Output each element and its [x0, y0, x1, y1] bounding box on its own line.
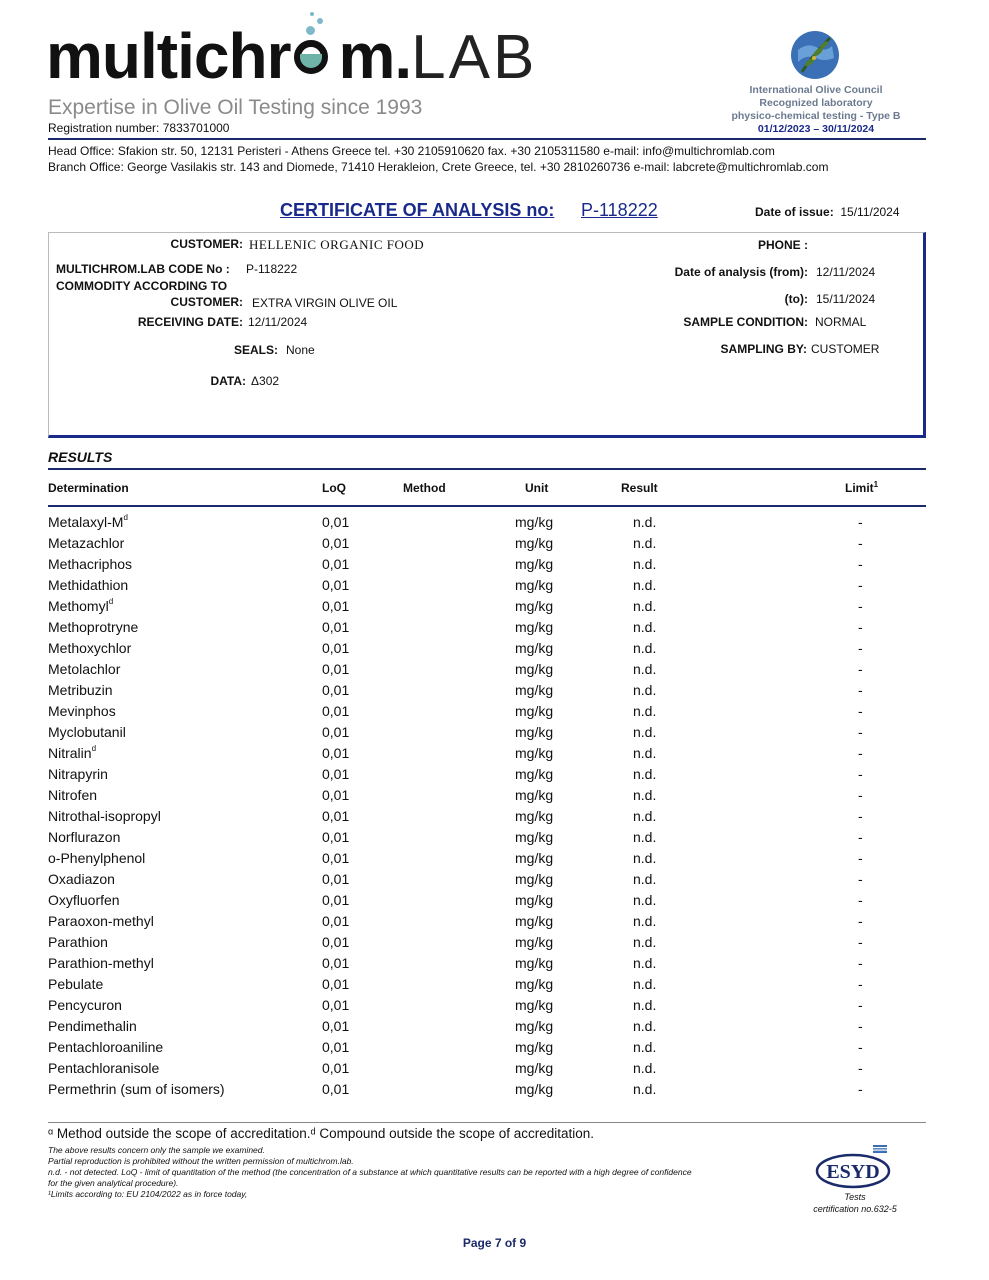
result-cell: n.d.	[633, 850, 657, 866]
result-cell: n.d.	[633, 871, 657, 887]
loq-cell: 0,01	[322, 1060, 350, 1076]
table-row	[0, 808, 989, 829]
footer-divider	[48, 1122, 926, 1123]
footnote-marker: d	[123, 513, 128, 522]
loq-cell: 0,01	[322, 997, 350, 1013]
customer-value: HELLENIC ORGANIC FOOD	[249, 237, 425, 252]
table-row	[0, 829, 989, 850]
determination-cell: Pebulate	[48, 976, 104, 992]
esyd-certification: certification no.632-5	[813, 1204, 897, 1214]
data-label: DATA:	[210, 374, 246, 388]
loq-cell: 0,01	[322, 787, 350, 803]
unit-cell: mg/kg	[515, 871, 554, 887]
ioc-accreditation	[716, 84, 916, 136]
limit-cell: -	[858, 703, 863, 719]
loq-cell: 0,01	[322, 955, 350, 971]
determination-cell: Nitrofen	[48, 787, 98, 803]
commodity-label: COMMODITY ACCORDING TO	[56, 279, 228, 293]
certificate-title: CERTIFICATE OF ANALYSIS no:	[280, 200, 555, 220]
unit-cell: mg/kg	[515, 703, 554, 719]
col-determination: Determination	[48, 481, 129, 495]
analysis-to-label: (to):	[784, 292, 808, 306]
table-row	[0, 661, 989, 682]
issue-date-label: Date of issue:	[755, 205, 834, 219]
limit-cell: -	[858, 829, 863, 845]
result-cell: n.d.	[633, 1018, 657, 1034]
footnote-line: ¹Limits according to: EU 2104/2022 as in force today,	[48, 1189, 248, 1199]
unit-cell: mg/kg	[515, 892, 554, 908]
loq-cell: 0,01	[322, 892, 350, 908]
limit-cell: -	[858, 997, 863, 1013]
loq-cell: 0,01	[322, 619, 350, 635]
footnote-marker: d	[108, 597, 114, 606]
seals-label: SEALS:	[233, 343, 278, 357]
limit-cell: -	[858, 577, 863, 593]
determination-cell: Paraoxon-methyl	[48, 913, 154, 929]
head-office: Head Office: Sfakion str. 50, 12131 Peristeri - Athens Greece tel. +30 2105910620 fax. +30 2105311580 e-mail: info@multichromlab.com	[48, 144, 775, 158]
code-label: MULTICHROM.LAB CODE No :	[56, 262, 230, 276]
table-row	[0, 535, 989, 556]
limit-cell: -	[858, 682, 863, 698]
result-cell: n.d.	[633, 619, 657, 635]
table-row	[0, 892, 989, 913]
result-cell: n.d.	[633, 661, 657, 677]
table-row	[0, 976, 989, 997]
table-row	[0, 934, 989, 955]
loq-cell: 0,01	[322, 556, 350, 572]
unit-cell: mg/kg	[515, 766, 554, 782]
determination-cell: Methacriphos	[48, 556, 133, 572]
table-row	[0, 556, 989, 577]
determination-cell: Methomyl$^d$	[48, 597, 114, 614]
unit-cell: mg/kg	[515, 934, 554, 950]
table-row	[0, 1039, 989, 1060]
col-method: Method	[403, 481, 446, 495]
header-divider	[48, 138, 926, 140]
loq-cell: 0,01	[322, 535, 350, 551]
determination-cell: o-Phenylphenol	[48, 850, 146, 866]
table-row	[0, 640, 989, 661]
result-cell: n.d.	[633, 745, 657, 761]
unit-cell: mg/kg	[515, 955, 554, 971]
results-heading: RESULTS	[48, 449, 113, 465]
limit-cell: -	[858, 745, 863, 761]
limit-cell: -	[858, 535, 863, 551]
determination-cell: Methidathion	[48, 577, 129, 593]
unit-cell: mg/kg	[515, 640, 554, 656]
table-row	[0, 1081, 989, 1102]
limit-cell: -	[858, 1081, 863, 1097]
loq-cell: 0,01	[322, 829, 350, 845]
limit-cell: -	[858, 1039, 863, 1055]
result-cell: n.d.	[633, 934, 657, 950]
sampling-by-label: SAMPLING BY:	[720, 342, 807, 356]
limit-cell: -	[858, 766, 863, 782]
result-cell: n.d.	[633, 976, 657, 992]
determination-cell: Pendimethalin	[48, 1018, 137, 1034]
commodity-value: EXTRA VIRGIN OLIVE OIL	[252, 296, 398, 310]
limit-cell: -	[858, 787, 863, 803]
loq-cell: 0,01	[322, 745, 350, 761]
unit-cell: mg/kg	[515, 850, 554, 866]
table-row	[0, 514, 989, 535]
unit-cell: mg/kg	[515, 682, 554, 698]
sample-condition-value: NORMAL	[815, 315, 867, 329]
limit-cell: -	[858, 850, 863, 866]
result-cell: n.d.	[633, 640, 657, 656]
unit-cell: mg/kg	[515, 829, 554, 845]
determination-cell: Parathion-methyl	[48, 955, 154, 971]
table-header-divider	[48, 505, 926, 507]
table-row	[0, 745, 989, 766]
loq-cell: 0,01	[322, 913, 350, 929]
determination-cell: Norflurazon	[48, 829, 121, 845]
determination-cell: Metolachlor	[48, 661, 121, 677]
svg-text:ESYD: ESYD	[826, 1161, 880, 1183]
unit-cell: mg/kg	[515, 724, 554, 740]
footnote-line: The above results concern only the sample we examined.	[48, 1145, 265, 1155]
loq-cell: 0,01	[322, 871, 350, 887]
result-cell: n.d.	[633, 1060, 657, 1076]
analysis-to-value: 15/11/2024	[816, 292, 876, 306]
seals-value: None	[286, 343, 315, 357]
loq-cell: 0,01	[322, 682, 350, 698]
limit-cell: -	[858, 556, 863, 572]
loq-cell: 0,01	[322, 1018, 350, 1034]
loq-cell: 0,01	[322, 1081, 350, 1097]
col-result: Result	[621, 481, 658, 495]
unit-cell: mg/kg	[515, 808, 554, 824]
table-row	[0, 913, 989, 934]
determination-cell: Mevinphos	[48, 703, 116, 719]
issue-date-value: 15/11/2024	[840, 205, 900, 219]
page-number: Page 7 of 9	[462, 1236, 527, 1250]
limit-cell: -	[858, 913, 863, 929]
table-row	[0, 619, 989, 640]
result-cell: n.d.	[633, 913, 657, 929]
ioc-line: Recognized laboratory	[759, 97, 873, 109]
loq-cell: 0,01	[322, 661, 350, 677]
unit-cell: mg/kg	[515, 1039, 554, 1055]
result-cell: n.d.	[633, 892, 657, 908]
table-row	[0, 682, 989, 703]
esyd-accreditation-logo	[815, 1145, 895, 1191]
determination-cell: Permethrin (sum of isomers)	[48, 1081, 225, 1097]
table-row	[0, 703, 989, 724]
limit-cell: -	[858, 619, 863, 635]
logo-text-part2: m.	[338, 20, 412, 92]
unit-cell: mg/kg	[515, 556, 554, 572]
loq-cell: 0,01	[322, 850, 350, 866]
unit-cell: mg/kg	[515, 913, 554, 929]
result-cell: n.d.	[633, 766, 657, 782]
determination-cell: Nitrapyrin	[48, 766, 108, 782]
footnote-marker: d	[91, 744, 97, 753]
result-cell: n.d.	[633, 556, 657, 572]
determination-cell: Oxyfluorfen	[48, 892, 120, 908]
unit-cell: mg/kg	[515, 514, 554, 530]
unit-cell: mg/kg	[515, 661, 554, 677]
sample-condition-label: SAMPLE CONDITION:	[683, 315, 808, 329]
unit-cell: mg/kg	[515, 577, 554, 593]
loq-cell: 0,01	[322, 976, 350, 992]
code-value: P-118222	[246, 262, 298, 276]
result-cell: n.d.	[633, 808, 657, 824]
col-unit: Unit	[525, 481, 549, 495]
limit-cell: -	[858, 640, 863, 656]
certificate-number: P-118222	[581, 200, 658, 220]
table-row	[0, 997, 989, 1018]
result-cell: n.d.	[633, 724, 657, 740]
unit-cell: mg/kg	[515, 619, 554, 635]
result-cell: n.d.	[633, 1081, 657, 1097]
determination-cell: Metribuzin	[48, 682, 113, 698]
ioc-line: 01/12/2023 – 30/11/2024	[757, 123, 875, 135]
unit-cell: mg/kg	[515, 976, 554, 992]
limit-cell: -	[858, 955, 863, 971]
table-row	[0, 850, 989, 871]
determination-cell: Nitralin$^d$	[48, 744, 97, 761]
unit-cell: mg/kg	[515, 1081, 554, 1097]
determination-cell: Myclobutanil	[48, 724, 126, 740]
unit-cell: mg/kg	[515, 598, 554, 614]
ioc-line: International Olive Council	[749, 84, 883, 96]
ioc-line: physico-chemical testing - Type B	[731, 110, 901, 122]
determination-cell: Metazachlor	[48, 535, 125, 551]
table-row	[0, 871, 989, 892]
unit-cell: mg/kg	[515, 745, 554, 761]
tagline: Expertise in Olive Oil Testing since 1993	[48, 96, 423, 119]
col-limit	[845, 481, 878, 495]
loq-cell: 0,01	[322, 934, 350, 950]
determination-cell: Pencycuron	[48, 997, 122, 1013]
footnote-line: Partial reproduction is prohibited without the written permission of multichrom.lab.	[48, 1156, 354, 1166]
determination-cell: Parathion	[48, 934, 108, 950]
determination-cell: Oxadiazon	[48, 871, 115, 887]
col-loq: LoQ	[322, 481, 346, 495]
table-row	[0, 724, 989, 745]
logo-lab-text: LAB	[411, 23, 538, 92]
loq-cell: 0,01	[322, 514, 350, 530]
determination-cell: Pentachloranisole	[48, 1060, 160, 1076]
analysis-from-value: 12/11/2024	[816, 265, 876, 279]
determination-cell: Nitrothal-isopropyl	[48, 808, 161, 824]
unit-cell: mg/kg	[515, 535, 554, 551]
customer-label: CUSTOMER:	[170, 237, 243, 251]
loq-cell: 0,01	[322, 724, 350, 740]
limit-cell: -	[858, 1018, 863, 1034]
loq-cell: 0,01	[322, 808, 350, 824]
table-row	[0, 955, 989, 976]
company-logo	[46, 22, 537, 93]
phone-label: PHONE :	[757, 238, 808, 252]
table-row	[0, 577, 989, 598]
result-cell: n.d.	[633, 535, 657, 551]
determination-cell: Pentachloroaniline	[48, 1039, 164, 1055]
limit-cell: -	[858, 1060, 863, 1076]
loq-cell: 0,01	[322, 640, 350, 656]
footnote-line: n.d. - not detected. LoQ - limit of quantitation of the method (the concentration of a substance at which quantitative results can be reported with a high degree of confidence	[48, 1167, 692, 1177]
limit-cell: -	[858, 661, 863, 677]
limit-cell: -	[858, 808, 863, 824]
col-limit-text: Limit	[845, 481, 874, 495]
col-limit-sup: 1	[873, 480, 879, 489]
issue-date	[755, 205, 900, 219]
result-cell: n.d.	[633, 997, 657, 1013]
esyd-tests-label: Tests	[844, 1192, 866, 1202]
loq-cell: 0,01	[322, 577, 350, 593]
limit-cell: -	[858, 934, 863, 950]
commodity-customer-label: CUSTOMER:	[170, 295, 243, 309]
flask-icon	[290, 34, 338, 78]
unit-cell: mg/kg	[515, 787, 554, 803]
table-row	[0, 766, 989, 787]
result-cell: n.d.	[633, 514, 657, 530]
result-cell: n.d.	[633, 955, 657, 971]
footnote-main: ᵅ Method outside the scope of accreditation.ᵈ Compound outside the scope of accreditation.	[48, 1126, 595, 1141]
determination-cell: Methoprotryne	[48, 619, 139, 635]
limit-cell: -	[858, 514, 863, 530]
table-row	[0, 787, 989, 808]
determination-cell: Metalaxyl-$M^d$	[48, 513, 128, 530]
limit-cell: -	[858, 871, 863, 887]
limit-cell: -	[858, 724, 863, 740]
logo-text-part1: multichr	[46, 20, 291, 92]
ioc-globe-icon	[788, 28, 842, 82]
result-cell: n.d.	[633, 577, 657, 593]
unit-cell: mg/kg	[515, 1018, 554, 1034]
result-cell: n.d.	[633, 787, 657, 803]
limit-cell: -	[858, 598, 863, 614]
loq-cell: 0,01	[322, 1039, 350, 1055]
unit-cell: mg/kg	[515, 997, 554, 1013]
result-cell: n.d.	[633, 703, 657, 719]
result-cell: n.d.	[633, 598, 657, 614]
table-row	[0, 1018, 989, 1039]
table-row	[0, 1060, 989, 1081]
table-row	[0, 598, 989, 619]
unit-cell: mg/kg	[515, 1060, 554, 1076]
determination-cell: Methoxychlor	[48, 640, 132, 656]
registration-number: Registration number: 7833701000	[48, 121, 230, 135]
limit-cell: -	[858, 976, 863, 992]
results-divider	[48, 468, 926, 470]
loq-cell: 0,01	[322, 703, 350, 719]
result-cell: n.d.	[633, 829, 657, 845]
result-cell: n.d.	[633, 1039, 657, 1055]
receiving-date-value: 12/11/2024	[248, 315, 308, 329]
result-cell: n.d.	[633, 682, 657, 698]
sampling-by-value: CUSTOMER	[811, 342, 880, 356]
footnote-line: for the given analytical procedure).	[48, 1178, 179, 1188]
receiving-date-label: RECEIVING DATE:	[137, 315, 243, 329]
loq-cell: 0,01	[322, 598, 350, 614]
branch-office: Branch Office: George Vasilakis str. 143 and Diomede, 71410 Herakleion, Crete Greece, tel. +30 2810260736 e-mail: labcrete@multichromlab.com	[48, 160, 829, 174]
limit-cell: -	[858, 892, 863, 908]
analysis-from-label: Date of analysis (from):	[674, 265, 808, 279]
data-value: Δ302	[251, 374, 280, 388]
loq-cell: 0,01	[322, 766, 350, 782]
